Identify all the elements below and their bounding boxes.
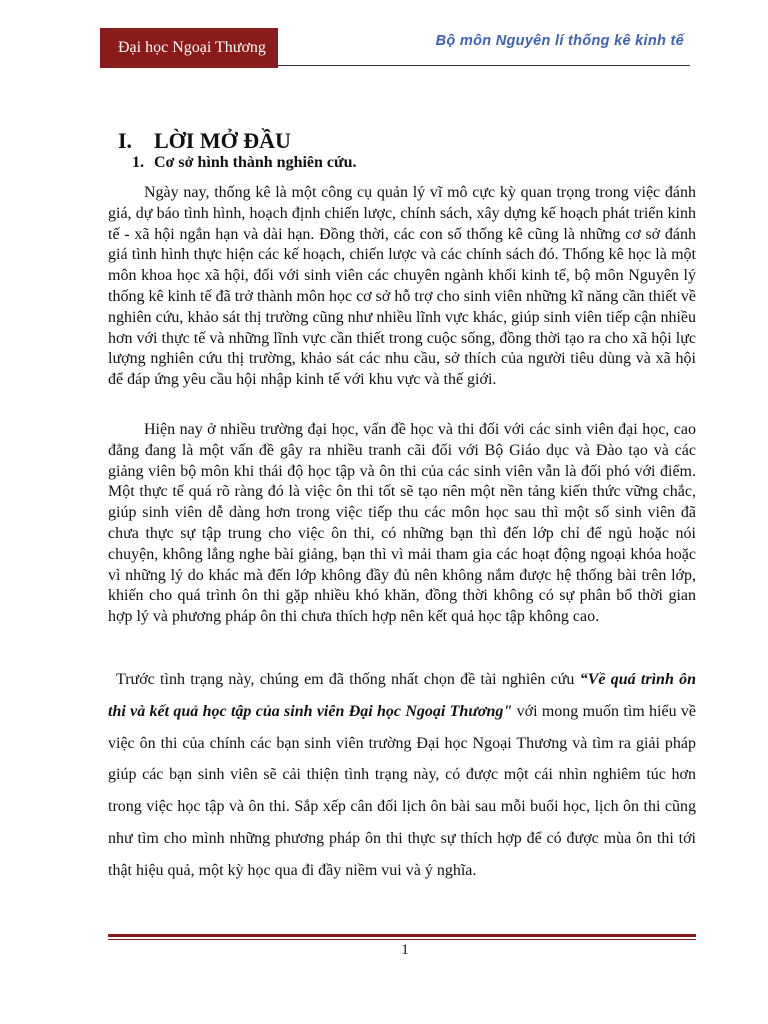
paragraph-research-topic — [108, 664, 696, 887]
paragraph-current-state: Hiện nay ở nhiều trường đại học, vấn đề học và thi đối với các sinh viên đại học, cao đẳng đang là một vấn đề gây ra nhiều tranh cãi đối với Bộ Giáo dục và Đào tạo và các giảng viên bộ môn khi thái độ học tập và ôn thi của các sinh viên vẫn là đối phó với điểm. Một thực tế quá rõ ràng đó là việc ôn thi tốt sẽ tạo nên một nền tảng kiến thức vững chắc, giúp sinh viên dễ dàng hơn trong việc tiếp thu các môn học sau thì một số sinh viên đã chưa thực sự tập trung cho việc ôn thi, có những bạn thì đến lớp chỉ để ngủ hoặc nói chuyện, không lắng nghe bài giảng, bạn thì vì mải tham gia các hoạt động ngoại khóa hoặc vì những lý do khác mà đến lớp không đầy đủ nên không nắm được hệ thống bài trên lớp, khiến cho quá trình ôn thi gặp nhiều khó khăn, đồng thời không có sự phân bổ thời gian hợp lý và phương pháp ôn thi chưa thích hợp nên kết quả học tập không cao. — [108, 421, 696, 626]
section-title: LỜI MỞ ĐẦU — [154, 128, 291, 153]
research-topic-quote: “Về quá trình ôn thi và kết quả học tập của sinh viên Đại học Ngoại Thương" — [108, 671, 697, 720]
page-number: 1 — [401, 942, 409, 958]
subsection-title: Cơ sở hình thành nghiên cứu. — [154, 154, 357, 171]
subsection-number: 1. — [132, 154, 144, 171]
header-rule — [278, 65, 690, 66]
paragraph-topic-tail: với mong muốn tìm hiểu về việc ôn thi của chính các bạn sinh viên trường Đại học Ngoại Thương và tìm ra giải pháp giúp các bạn sinh viên sẽ cải thiện tình trạng này, có được một cái nhìn nghiêm túc hơn trong việc học tập và ôn thi. Sắp xếp cân đối lịch ôn bài sau mỗi buổi học, lịch ôn thi cũng như tìm cho mình những phương pháp ôn thi thực sự thích hợp để có được mùa ôn thi tới thật hiệu quả, một kỳ học qua đi đầy niềm vui và ý nghĩa. — [108, 702, 697, 879]
section-heading — [118, 128, 291, 154]
header-department-label: Bộ môn Nguyên lí thống kê kinh tế — [435, 33, 684, 49]
paragraph-topic-lead: Trước tình trạng này, chúng em đã thống nhất chọn đề tài nghiên cứu — [116, 671, 580, 688]
paragraph-intro: Ngày nay, thống kê là một công cụ quản lý vĩ mô cực kỳ quan trọng trong việc đánh giá, dự báo tình hình, hoạch định chiến lược, chính sách, xây dựng kế hoạch phát triển kinh tế - xã hội ngắn hạn và dài hạn. Đồng thời, các con số thống kê cũng là những cơ sở đánh giá tình hình thực hiện các kế hoạch, chiến lược và các chính sách đó. Thống kê học là một môn khoa học xã hội, đối với sinh viên các chuyên ngành khối kinh tế, bộ môn Nguyên lý thống kê kinh tế đã trở thành môn học cơ sở hỗ trợ cho sinh viên những kĩ năng cần thiết về nghiên cứu, khảo sát thị trường cũng như nhiều lĩnh vực khác, giúp sinh viên tiếp cận nhiều hơn với thực tế và những lĩnh vực cần thiết trong cuộc sống, đồng thời tạo ra cho xã hội lực lượng nghiên cứu thị trường, khảo sát các nhu cầu, sở thích của người tiêu dùng và xã hội để đáp ứng yêu cầu hội nhập kinh tế với khu vực và thế giới. — [108, 184, 696, 389]
subsection-heading — [132, 154, 357, 172]
header-institution-label: Đại học Ngoại Thương — [118, 39, 266, 56]
section-number: I. — [118, 128, 133, 153]
footer-rule-thick — [108, 934, 696, 937]
footer-rule-thin — [108, 939, 696, 940]
header-institution-badge — [100, 28, 278, 68]
